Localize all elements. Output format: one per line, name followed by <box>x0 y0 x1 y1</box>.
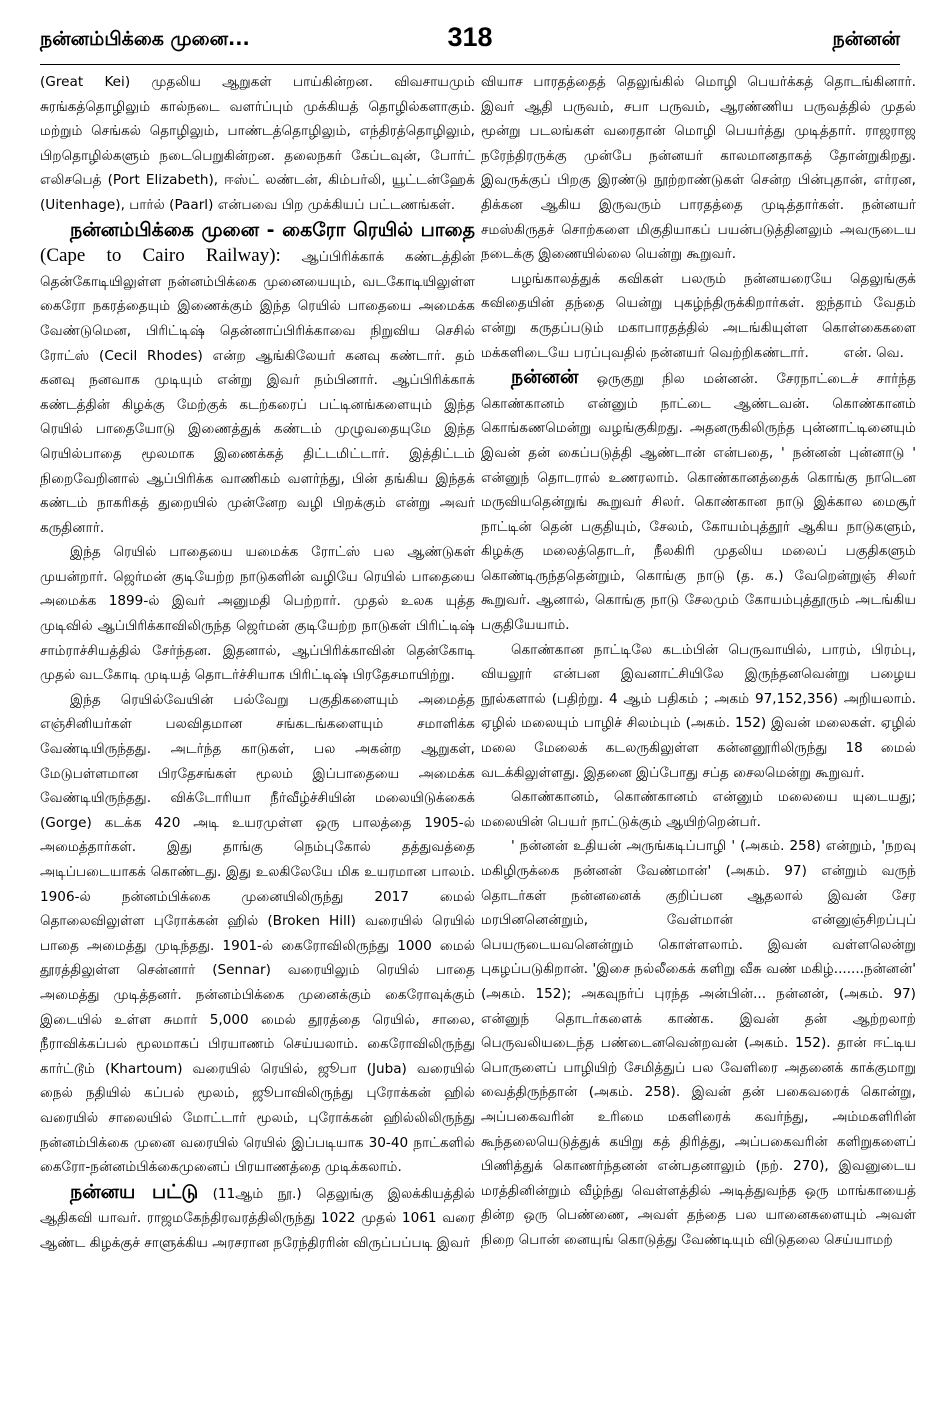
paragraph: கொண்கானம், கொண்கானம் என்னும் மலையை யுடையது; மலையின் பெயர் நாட்டுக்கும் ஆயிற்றென்பர். <box>481 789 916 830</box>
right-column <box>481 70 916 1390</box>
paragraph: இந்த ரெயில்வேயின் பல்வேறு பகுதிகளையும் அமைத்த எஞ்சினியர்கள் பலவிதமான சங்கடங்களையும் சமாளிக்க வேண்டியிருந்தது. அடர்ந்த காடுகள், பல அகன்ற ஆறுகள், மேடுபள்ளமான பிரதேசங்கள் மூலம் இப்பாதையை அமைக்க வேண்டியிருந்தது. விக்டோரியா நீர்வீழ்ச்சியின் மலையிடுக்கைக் (Gorge) கடக்க 420 அடி உயரமுள்ள ஒரு பாலத்தை 1905-ல் அமைத்தார்கள். இது தாங்கு நெம்புகோல் தத்துவத்தை அடிப்படையாகக் கொண்டது. இது உலகிலேயே மிக உயரமான பாலம். 1906-ல் நன்னம்பிக்கை முனையிலிருந்து 2017 மைல் தொலைவிலுள்ள புரோக்கன் ஹில் (Broken Hill) வரையில் ரெயில் பாதை அமைத்து முடிந்தது. 1901-ல் கைரோவிலிருந்து 1000 மைல் தூரத்திலுள்ள சென்னார் (Sennar) வரையிலும் ரெயில் பாதை அமைத்து முடித்தனர். நன்னம்பிக்கை முனைக்கும் கைரோவுக்கும் இடையில் உள்ள சுமார் 5,000 மைல் தூரத்தை ரெயில், சாலை, நீராவிக்கப்பல் மூலமாகப் பிரயாணம் செய்யலாம். கைரோவிலிருந்து கார்ட்டூம் (Khartoum) வரையில் ரெயில், ஜூபா (Juba) வரையில் நைல் நதியில் கப்பல் மூலம், ஜூபாவிலிருந்து புரோக்கன் ஹில் வரையில் சாலையில் மோட்டார் மூலம், புரோக்கன் ஹில்லிலிருந்து நன்னம்பிக்கை முனை வரையில் ரெயில் இப்படியாக 30-40 நாட்களில் கைரோ-நன்னம்பிக்கைமுனைப் பிரயாணத்தை முடிக்கலாம். <box>40 691 475 1176</box>
entry-body: ஆப்பிரிக்காக் கண்டத்தின் தென்கோடியிலுள்ள நன்னம்பிக்கை முனையையும், வடகோடியிலுள்ள கைரோ நகரத்தையும் இணைக்கும் இந்த ரெயில் பாதையை அமைக்க வேண்டுமென, பிரிட்டிஷ் தென்னாப்பிரிக்காவை நிறுவிய செசில் ரோட்ஸ் (Cecil Rhodes) என்ற ஆங்கிலேயர் கனவு கண்டார். தம் கனவு நனவாக முடியும் என்று இவர் நம்பினார். ஆப்பிரிக்காக் கண்டத்தின் கிழக்கு மேற்குக் கடற்கரைப் பட்டினங்களையும் இந்த ரெயில் பாதையோடு இணைத்துக் கண்டம் முழுவதையுமே இந்த ரெயில்பாதை மூலமாக இணைக்கத் திட்டமிட்டார். இத்திட்டம் நிறைவேறினால் ஆப்பிரிக்க வாணிகம் வளர்ந்து, பின் தங்கிய இந்தக் கண்டம் நாகரிகத் துறையில் முன்னேற வழி பிறக்கும் என்று அவர் கருதினார். <box>40 249 475 536</box>
running-title-left: நன்னம்பிக்கை முனை... <box>40 28 250 50</box>
paragraph: வியாச பாரதத்தைத் தெலுங்கில் மொழி பெயர்க்கத் தொடங்கினார். இவர் ஆதி பருவம், சபா பருவம், ஆரண்ணிய பருவத்தில் முதல் மூன்று படலங்கள் வரைதான் மொழி பெயர்த்து முடித்தார். ராஜராஜ நரேந்திரருக்கு முன்பே நன்னயர் காலமானதாகத் தோன்றுகிறது. இவருக்குப் பிறகு இரண்டு நூற்றாண்டுகள் சென்ற பின்புதான், எர்ரன, திக்கன ஆகிய இருவரும் பாரதத்தை முடித்தார்கள். நன்னயர் சமஸ்கிருதச் சொற்களை மிகுதியாகப் பயன்படுத்தினலும் அவருடைய நடைக்கு இணையில்லை யென்று கூறுவர். <box>481 74 916 263</box>
paragraph: (Great Kei) முதலிய ஆறுகள் பாய்கின்றன. விவசாயமும் சுரங்கத்தொழிலும் கால்நடை வளர்ப்பும் முக்கியத் தொழில்களாகும். மற்றும் செங்கல் தொழிலும், பாண்டத்தொழிலும், எந்திரத்தொழிலும், பிறதொழில்களும் நடைபெறுகின்றன. தலைநகர் கேப்டவுன், போர்ட் எலிசபெத் (Port Elizabeth), ஈஸ்ட் லண்டன், கிம்பர்லி, யூட்டன்ஹேக் (Uitenhage), பார்ல் (Paarl) என்பவை பிற முக்கியப் பட்டணங்கள். <box>40 74 475 213</box>
paragraph: ' நன்னன் உதியன் அருங்கடிப்பாழி ' (அகம். 258) என்றும், 'நறவு மகிழிருக்கை நன்னன் வேண்மான்' (அகம். 97) என்றும் வருந் தொடர்கள் நன்னனைக் குறிப்பன ஆதலால் இவன் சேர மரபினனென்றும், வேள்மான் என்னுஞ்சிறப்புப் பெயருடையவனென்றும் கொள்ளலாம். இவன் வள்ளலென்று புகழப்படுகிறான். 'இசை நல்லீகைக் களிறு வீசு வண் மகிழ்.......நன்னன்' (அகம். 152); அகவுநர்ப் புரந்த அன்பின்... நன்னன், (அகம். 97) என்னுந் தொடர்களைக் காண்க. இவன் தன் ஆற்றலாற் பெருவலியடைந்த பண்டைனவென்றவன் (அகம். 152). தான் ஈட்டிய பொருளைப் பாழியிற் சேமித்துப் பல வேளிரை அதனைக் காக்குமாறு வைத்திருந்தான் (அகம். 258). இவன் தன் பகைவரைக் கொன்று, அப்பகைவரின் உரிமை மகளிரைக் கவர்ந்து, அம்மகளிரின் கூந்தலையெடுத்துக் கயிறு கத் திரித்து, அப்பகைவரின் களிறுகளைப் பிணித்துக் கொணர்ந்தனன் என்பதனாலும் (நற். 270), இவனுடைய மரத்தினின்றும் வீழ்ந்து வெள்ளத்தில் அடித்துவந்த ஒரு மாங்காயைத் தின்ற ஒரு பெண்ணை, அவள் தந்தை பல யானைகளையும் அவள் நிறை பொன் னையுங் கொடுத்து வேண்டியும் விடுதலை செய்யாமற் <box>481 838 916 1248</box>
entry-heading-latin: (Cape to Cairo Railway): <box>40 245 281 267</box>
paragraph-text: பழங்காலத்துக் கவிகள் பலரும் நன்னயரையே தெலுங்குக் கவிதையின் தந்தை யென்று புகழ்ந்திருக்கிறார்கள். ஐந்தாம் வேதம் என்று கருதப்படும் மகாபாரதத்தில் அடங்கியுள்ள கொள்கைகளை மக்களிடையே பரப்புவதில் நன்னயர் வெற்றிகண்டார். <box>481 270 916 361</box>
running-title-right: நன்னன் <box>832 28 900 50</box>
entry-heading: நன்னம்பிக்கை முனை - கைரோ ரெயில் பாதை <box>70 218 475 241</box>
left-column <box>40 70 475 1390</box>
paragraph: இந்த ரெயில் பாதையை யமைக்க ரோட்ஸ் பல ஆண்டுகள் முயன்றார். ஜெர்மன் குடியேற்ற நாடுகளின் வழியே ரெயில் பாதையை அமைக்க 1899-ல் இவர் அனுமதி பெற்றார். முதல் உலக யுத்த முடிவில் ஆப்பிரிக்காவிலிருந்த ஜெர்மன் குடியேற்ற நாடுகள் பிரிட்டிஷ் சாம்ராச்சியத்தில் சேர்ந்தன. இதனால், ஆப்பிரிக்காவின் தென்கோடி முதல் வடகோடி முடியத் தொடர்ச்சியாக பிரிட்டிஷ் பிரதேசமாயிற்று. <box>40 544 475 684</box>
entry-body: (11ஆம் நூ.) தெலுங்கு இலக்கியத்தில் ஆதிகவி யாவர். ராஜமகேந்திரவரத்திலிருந்து 1022 முதல் 1061 வரை ஆண்ட கிழக்குச் சாளுக்கிய அரசரான நரேந்திரரின் விருப்பப்படி இவர் <box>40 1185 475 1251</box>
header-rule <box>40 64 900 65</box>
entry-nannan <box>481 365 916 638</box>
entry-nannaya-bhattu <box>40 1180 475 1256</box>
author-initials: என். வெ. <box>843 344 904 361</box>
entry-body: ஒருகுறு நில மன்னன். சேரநாட்டைச் சார்ந்த கொண்கானம் என்னும் நாட்டை ஆண்டவன். கொண்கானம் கொங்கணமென்று வழங்குகிறது. அதனருகிலிருந்த புன்னாட்டினையும் இவன் தன் கைப்படுத்தி ஆண்டான் என்பதை, ' நன்னன் புன்னாடு ' என்னுந் தொடரால் உணரலாம். கொண்கானத்தைக் கொங்கு நாடென மருவியதென்றுங் கூறுவர் சிலர். கொண்கான நாடு இக்கால மைசூர் நாட்டின் தென் பகுதியும், சேலம், கோயம்புத்தூர் ஆகிய நாடுகளும், கிழக்கு மலைத்தொடர், நீலகிரி முதலிய மலைப் பகுதிகளும் கொண்டிருந்ததென்றும், கொங்கு நாடு (த. க.) வேறென்றுஞ் சிலர் கூறுவர். ஆனால், கொங்கு நாடு சேலமும் கோயம்புத்தூரும் அடங்கிய பகுதியேயாம். <box>481 371 916 634</box>
page-number: 318 <box>447 22 493 52</box>
entry-heading: நன்னன் <box>511 366 579 389</box>
page-header <box>40 22 900 56</box>
entry-heading: நன்னய பட்டு <box>70 1180 199 1203</box>
paragraph <box>481 267 916 365</box>
paragraph: கொண்கான நாட்டிலே கடம்பின் பெருவாயில், பாரம், பிரம்பு, வியலூர் என்பன இவனாட்சியிலே இருந்தனவென்று பழைய நூல்களால் (பதிற்று. 4 ஆம் பதிகம் ; அகம் 97,152,356) அறியலாம். ஏழில் மலையும் பாழிச் சிலம்பும் (அகம். 152) இவன் மலைகள். ஏழில் மலை மேலைக் கடலருகிலுள்ள கன்னனூரிலிருந்து 18 மைல் வடக்கிலுள்ளது. இதனை இப்போது சப்த சைலமென்று கூறுவர். <box>481 641 916 781</box>
entry-cape-to-cairo-railway <box>40 218 475 541</box>
